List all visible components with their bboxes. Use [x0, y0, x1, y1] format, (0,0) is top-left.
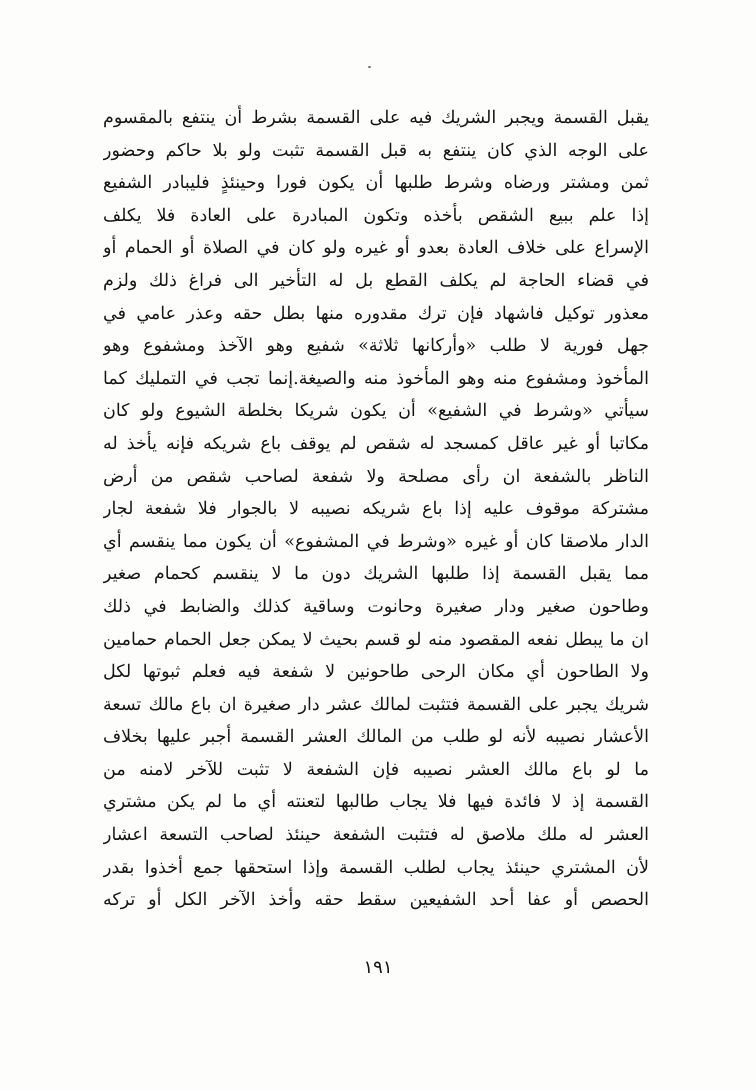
text-line: الناظر بالشفعة ان رأى مصلحة ولا شفعة لصاحب شقص من أرض	[103, 466, 649, 487]
text-line: إذا علم ببيع الشقص بأخذه وتكون المبادرة على العادة فلا يكلف	[103, 205, 649, 226]
text-line: الإسراع على خلاف العادة بعدو أو غيره ولو كان في الصلاة أو الحمام أو	[103, 238, 649, 259]
text-line: مما يقبل القسمة إذا طلبها الشريك دون ما لا ينقسم كحمام صغير	[103, 564, 649, 585]
page-number: ١٩١	[363, 957, 393, 978]
body-text	[103, 102, 649, 917]
text-line: معذور توكيل فاشهاد فإن ترك مقدوره منها بطل حقه وعذر عامي في	[103, 303, 649, 324]
text-line: مكاتبا أو غير عاقل كمسجد له شقص لم يوقف باع شريكه فإنه يأخذ له	[103, 433, 649, 454]
text-line: العشر له ملك ملاصق له فتثبت الشفعة حينئذ لصاحب التسعة اعشار	[103, 825, 649, 846]
text-line: في قضاء الحاجة لم يكلف القطع بل له التأخير الى فراغ ذلك ولزم	[103, 270, 649, 291]
text-line: ان ما يبطل نفعه المقصود منه لو قسم بحيث لا يمكن جعل الحمام حمامين	[103, 629, 649, 650]
text-line: ثمن ومشتر ورضاه وشرط طلبها أن يكون فورا وحينئذٍ فليبادر الشفيع	[103, 173, 649, 194]
text-line: ولا الطاحون أي مكان الرحى طاحونين لا شفعة فيه فعلم ثبوتها لكل	[103, 662, 649, 683]
text-line: شريك يجبر على القسمة فتثبت لمالك عشر دار صغيرة ان باع مالك تسعة	[103, 694, 649, 715]
text-line: لأن المشتري حينئذ يجاب لطلب القسمة وإذا استحقها جمع أخذوا بقدر	[103, 857, 649, 878]
text-line: الأعشار نصيبه لأنه لو طلب من المالك العشر القسمة أجبر عليها بخلاف	[103, 727, 649, 748]
text-line: مشتركة موقوف عليه إذا باع شريكه نصيبه لا بالجوار فلا شفعة لجار	[103, 499, 649, 520]
text-line: وطاحون صغير ودار صغيرة وحانوت وساقية كذلك والضابط في ذلك	[103, 596, 649, 617]
text-line: ما لو باع مالك العشر نصيبه فإن الشفعة لا تثبت للآخر لامنه من	[103, 759, 649, 780]
text-line: جهل فورية لا طلب «وأركانها ثلاثة» شفيع وهو الآخذ ومشفوع وهو	[103, 336, 649, 357]
text-line: سيأتي «وشرط في الشفيع» أن يكون شريكا بخلطة الشيوع ولو كان	[103, 401, 649, 422]
scan-speck	[368, 66, 371, 68]
text-line: على الوجه الذي كان ينتفع به قبل القسمة تثبت ولو بلا حاكم وحضور	[103, 140, 649, 161]
text-line: القسمة إذ لا فائدة فيها فلا يجاب طالبها لتعنته أي ما لم يكن مشتري	[103, 792, 649, 813]
text-line: يقبل القسمة ويجبر الشريك فيه على القسمة بشرط أن ينتفع بالمقسوم	[103, 108, 649, 128]
text-line: الحصص أو عفا أحد الشفيعين سقط حقه وأخذ الآخر الكل أو تركه	[103, 890, 649, 911]
text-line: المأخوذ ومشفوع منه وهو المأخوذ منه والصيغة.إنما تجب في التمليك كما	[103, 368, 649, 389]
text-line: الدار ملاصقا كان أو غيره «وشرط في المشفوع» أن يكون مما ينقسم أي	[103, 531, 649, 552]
